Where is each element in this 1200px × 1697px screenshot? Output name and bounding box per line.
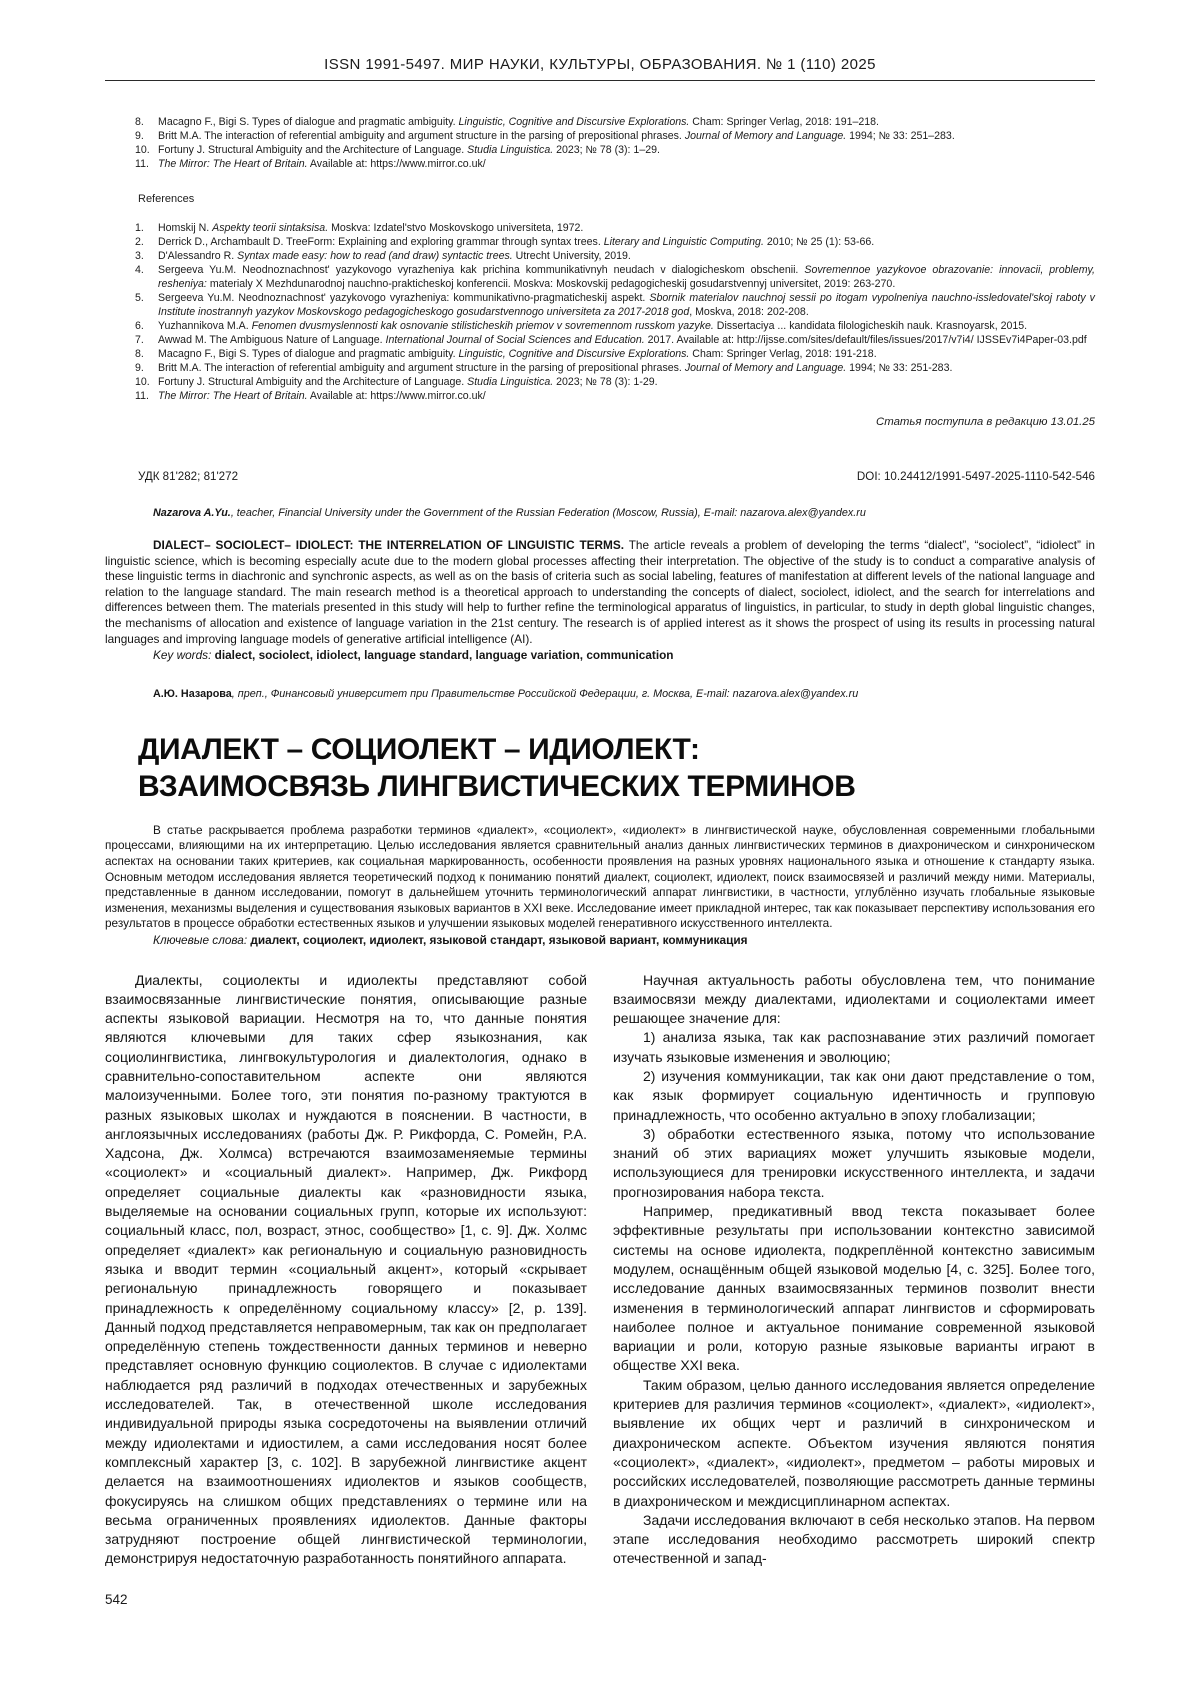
header-rule: [105, 80, 1095, 81]
reference-number: 6.: [135, 320, 144, 332]
reference-number: 8.: [135, 116, 144, 128]
body-paragraph: 2) изучения коммуникации, так как они дают представление о том, как язык формирует социальную идентичность и групповую принадлежность, что особенно актуально в эпоху глобализации;: [613, 1067, 1095, 1123]
body-column-right: [613, 971, 1095, 1569]
top-references-list: [135, 115, 1095, 171]
body-columns: [105, 971, 1095, 1569]
reference-number: 2.: [135, 236, 144, 248]
reference-number: 10.: [135, 144, 150, 156]
reference-text: Sergeeva Yu.M. Neodnoznachnost' yazykovogo vyrazheniya: kommunikativno-pragmaticheskij aspekt. Sbornik materialov nauchnoj sessii po itogam vypolneniya nauchno-issledovatel'skoj raboty v Institute inostrannyh yazykov Moskovskogo pedagogicheskogo gosudarstvennogo universiteta za 2017-2018 god, Moskva, 2018: 202-208.: [158, 292, 1095, 318]
reference-item: [135, 143, 1095, 157]
reference-text: Sergeeva Yu.M. Neodnoznachnost' yazykovogo vyrazheniya kak prichina kommunikativnyh neudach v dialogicheskom obschenii. Sovremennoe yazykovoe obrazovanie: innovacii, problemy, resheniya: materialy X Mezhdunarodnoj nauchno-prakticheskoj konferencii. Moskva: Moskovskij pedagogicheskij gosudarstvennyj universitet, 2019: 263-270.: [158, 264, 1096, 290]
received-note: Статья поступила в редакцию 13.01.25: [876, 416, 1095, 428]
author-line-en: [105, 506, 1095, 520]
reference-item: [135, 319, 1095, 333]
reference-number: 3.: [135, 250, 144, 262]
reference-number: 1.: [135, 222, 144, 234]
keywords-list-en: dialect, sociolect, idiolect, language standard, language variation, communication: [211, 648, 674, 663]
reference-number: 9.: [135, 130, 144, 142]
keywords-label-ru: Ключевые слова:: [153, 932, 248, 947]
body-paragraph: Диалекты, социолекты и идиолекты представляют собой взаимосвязанные лингвистические понятия, описывающие разные аспекты языковой вариации. Несмотря на то, что данные понятия являются ключевыми для таких сфер языкознания, как социолингвистика, лингвокультурология и диалектология, однако в сравнительно-сопоставительном аспекте они являются малоизученными. Более того, эти понятия по-разному трактуются в разных языковых школах и нуждаются в пояснении. В частности, в англоязычных исследованиях (работы Дж. Р. Рикфорда, С. Ромейн, Р.А. Хадсона, Дж. Холмса) встречаются взаимозаменяемые термины «социолект» и «социальный диалект». Например, Дж. Рикфорд определяет социальные диалекты как «разновидности языка, выделяемые на основании социальных групп, которые их используют: социальный класс, пол, возраст, этнос, сообщество» [1, с. 9]. Дж. Холмс определяет «диалект» как региональную и социальную разновидность языка и вводит термин «социальный акцент», который «скрывает региональную принадлежность говорящего и показывает принадлежность к определённому социальному классу» [2, p. 139]. Данный подход представляется неправомерным, так как он предполагает определённую степень тождественности данных терминов и неверно представляет основную функцию социолектов. В случае с идиолектами наблюдается ряд различий в подходах отечественных и зарубежных исследователей. Так, в отечественной школе исследования индивидуальной природы языка сосредоточены на выявлении отличий между идиолектами и идиостилем, а сами исследования носят более комплексный характер [3, с. 102]. В зарубежной лингвистике акцент делается на взаимоотношениях идиолектов и языков сообществ, фокусируясь на слишком общих представлениях о термине или на весьма ограниченных проявлениях идиолектов. Данные факторы затрудняют построение общей лингвистической терминологии, демонстрируя недостаточную разработанность понятийного аппарата.: [105, 971, 587, 1567]
reference-item: [135, 157, 1095, 171]
reference-item: [135, 221, 1095, 235]
reference-item: [135, 333, 1095, 347]
page-number: 542: [105, 1592, 128, 1607]
body-paragraph: Задачи исследования включают в себя несколько этапов. На первом этапе исследования необходимо рассмотреть широкий спектр отечественной и запад-: [613, 1511, 1095, 1567]
reference-text: Derrick D., Archambault D. TreeForm: Explaining and exploring grammar through syntax trees. Literary and Linguistic Computing. 2010; № 25 (1): 53-66.: [158, 236, 875, 248]
reference-text: Macagno F., Bigi S. Types of dialogue and pragmatic ambiguity. Linguistic, Cognitive and Discursive Explorations. Cham: Springer Verlag, 2018: 191–218.: [158, 116, 879, 128]
reference-text: Macagno F., Bigi S. Types of dialogue and pragmatic ambiguity. Linguistic, Cognitive and Discursive Explorations. Cham: Springer Verlag, 2018: 191-218.: [158, 348, 877, 360]
reference-text: The Mirror: The Heart of Britain. Available at: https://www.mirror.co.uk/: [158, 390, 486, 402]
reference-number: 7.: [135, 334, 144, 346]
reference-text: Yuzhannikova M.A. Fenomen dvusmyslennosti kak osnovanie stilisticheskih priemov v sovremennom russkom yazyke. Dissertaciya ... kandidata filologicheskih nauk. Krasnoyarsk, 2015.: [158, 320, 1028, 332]
keywords-ru: [105, 933, 1095, 949]
reference-item: [135, 291, 1095, 319]
reference-text: Awwad M. The Ambiguous Nature of Language. International Journal of Social Sciences and Education. 2017. Available at: http://ijsse.com/sites/default/files/issues/2017/v7i4/ IJSSEv7i4Paper-03.pdf: [158, 334, 1087, 346]
reference-number: 9.: [135, 362, 144, 374]
reference-number: 4.: [135, 264, 144, 276]
body-paragraph: 1) анализа языка, так как распознавание этих различий помогает изучать языковые изменения и эволюцию;: [613, 1029, 1095, 1065]
author-affiliation-ru: , преп., Финансовый университет при Правительстве Российской Федерации, г. Москва, E-mail: nazarova.alex@yandex.ru: [231, 687, 859, 700]
reference-number: 8.: [135, 348, 144, 360]
references-list: [135, 221, 1095, 403]
reference-number: 10.: [135, 376, 150, 388]
reference-item: [135, 361, 1095, 375]
udk-doi-row: [138, 470, 1095, 483]
keywords-en: [105, 648, 1095, 664]
journal-header: ISSN 1991-5497. МИР НАУКИ, КУЛЬТУРЫ, ОБРАЗОВАНИЯ. № 1 (110) 2025: [324, 56, 876, 73]
abstract-ru: В статье раскрывается проблема разработки терминов «диалект», «социолект», «идиолект» в лингвистической науке, обусловленная современными глобальными процессами, влияющими на их интерпретацию. Целью исследования является сравнительный анализ данных лингвистических терминов в диахроническом и синхроническом аспектах на основании таких критериев, как социальная маркированность, особенности проявления на разных уровнях национального языка и отношение к стандарту языка. Основным методом исследования является теоретический подход к пониманию понятий диалект, социолект, идиолект, поиск взаимосвязей и различий между ними. Материалы, представленные в данном исследовании, помогут в дальнейшем уточнить терминологический аппарат лингвистики, в частности, углублённо изучать глобальные языковые изменения, механизмы выделения и существования языковых вариантов в XXI веке. Исследование имеет прикладной интерес, так как показывает перспективу использования его результатов в процессе обработки естественных языков и улучшении языковых моделей генеративного искусственного интеллекта.: [105, 822, 1095, 931]
reference-number: 11.: [135, 158, 149, 170]
abstract-text-en: The article reveals a problem of developing the terms “dialect”, “sociolect”, “idiolect” in linguistic science, which is becoming especially acute due to the modern global processes affecting their interpretation. The objective of the study is to conduct a comparative analysis of these linguistic terms in diachronic and synchronic aspects, as well as on the basis of criteria such as social labeling, features of manifestation at different levels of the national language and relation to the language standard. The main research method is a theoretical approach to understanding the concepts of dialect, sociolect, idiolect, and the search for interrelations and differences between them. The materials presented in this study will help to further refine the terminological apparatus of linguistics, in particular, to study in depth global linguistic changes, the mechanisms of allocation and existence of language variation in the 21st century. The research is of applied interest as it shows the prospect of using its results in processing natural languages and improving language models of generative artificial intelligence (AI).: [105, 538, 1095, 646]
body-paragraph: Научная актуальность работы обусловлена тем, что понимание взаимосвязи между диалектами, идиолектами и социолектами имеет решающее значение для:: [613, 971, 1095, 1027]
article-title-en: DIALECT– SOCIOLECT– IDIOLECT: THE INTERRELATION OF LINGUISTIC TERMS.: [153, 538, 625, 552]
author-line-ru: [105, 687, 1095, 701]
reference-text: Fortuny J. Structural Ambiguity and the Architecture of Language. Studia Linguistica. 2023; № 78 (3): 1-29.: [158, 376, 658, 388]
keywords-list-ru: диалект, социолект, идиолект, языковой стандарт, языковой вариант, коммуникация: [247, 932, 748, 947]
abstract-en: [105, 538, 1095, 647]
title-line-1: ДИАЛЕКТ – СОЦИОЛЕКТ – ИДИОЛЕКТ:: [138, 732, 700, 766]
reference-number: 11.: [135, 390, 149, 402]
doi: DOI: 10.24412/1991-5497-2025-1110-542-546: [856, 470, 1095, 483]
reference-item: [135, 389, 1095, 403]
body-column-left: [105, 971, 587, 1569]
body-paragraph: Например, предикативный ввод текста показывает более эффективные результаты при использовании контекстно зависимой системы на основе идиолекта, подкреплённой контекстно зависимым модулем, оснащённым общей языковой моделью [4, с. 325]. Более того, исследование данных взаимосвязанных терминов позволит внести изменения в терминологический аппарат лингвистов и сформировать наиболее полное и актуальное понимание современной языковой вариации и роли, которую разные языковые варианты играют в обществе XXI века.: [613, 1203, 1095, 1374]
reference-item: [135, 235, 1095, 249]
article-title-ru: [138, 731, 1095, 805]
reference-item: [135, 263, 1095, 291]
reference-text: Britt M.A. The interaction of referential ambiguity and argument structure in the parsing of prepositional phrases. Journal of Memory and Language. 1994; № 33: 251–283.: [158, 130, 955, 142]
reference-text: Homskij N. Aspekty teorii sintaksisa. Moskva: Izdatel'stvo Moskovskogo universiteta, 1972.: [158, 222, 584, 234]
references-heading: References: [138, 193, 195, 205]
reference-item: [135, 375, 1095, 389]
author-affiliation-en: , teacher, Financial University under the Government of the Russian Federation (Moscow, Russia), E-mail: nazarova.alex@yandex.ru: [230, 507, 866, 519]
reference-text: The Mirror: The Heart of Britain. Available at: https://www.mirror.co.uk/: [158, 158, 486, 170]
body-paragraph: 3) обработки естественного языка, потому что использование знаний об этих вариациях может улучшить языковые модели, использующиеся для тренировки искусственного интеллекта, и задачи прогнозирования набора текста.: [613, 1125, 1095, 1200]
author-name-en: Nazarova A.Yu.: [153, 507, 231, 519]
body-paragraph: Таким образом, целью данного исследования является определение критериев для различия терминов «социолект», «диалект», «идиолект», выявление их общих черт и различий в синхроническом и диахроническом аспекте. Объектом изучения являются понятия «социолект», «диалект», «идиолект», предметом – работы мировых и российских исследователей, позволяющие рассмотреть данные термины в диахроническом и междисциплинарном аспектах.: [613, 1376, 1095, 1509]
reference-item: [135, 115, 1095, 129]
udk-code: УДК 81'282; 81'272: [138, 470, 239, 483]
reference-item: [135, 129, 1095, 143]
author-name-ru: А.Ю. Назарова: [153, 687, 232, 700]
keywords-label-en: Key words:: [153, 648, 212, 663]
reference-text: Fortuny J. Structural Ambiguity and the Architecture of Language. Studia Linguistica. 2023; № 78 (3): 1–29.: [158, 144, 660, 156]
reference-item: [135, 347, 1095, 361]
title-line-2: ВЗАИМОСВЯЗЬ ЛИНГВИСТИЧЕСКИХ ТЕРМИНОВ: [138, 769, 856, 803]
reference-item: [135, 249, 1095, 263]
reference-text: D'Alessandro R. Syntax made easy: how to read (and draw) syntactic trees. Utrecht University, 2019.: [158, 250, 631, 262]
reference-number: 5.: [135, 292, 144, 304]
reference-text: Britt M.A. The interaction of referential ambiguity and argument structure in the parsing of prepositional phrases. Journal of Memory and Language. 1994; № 33: 251-283.: [158, 362, 953, 374]
